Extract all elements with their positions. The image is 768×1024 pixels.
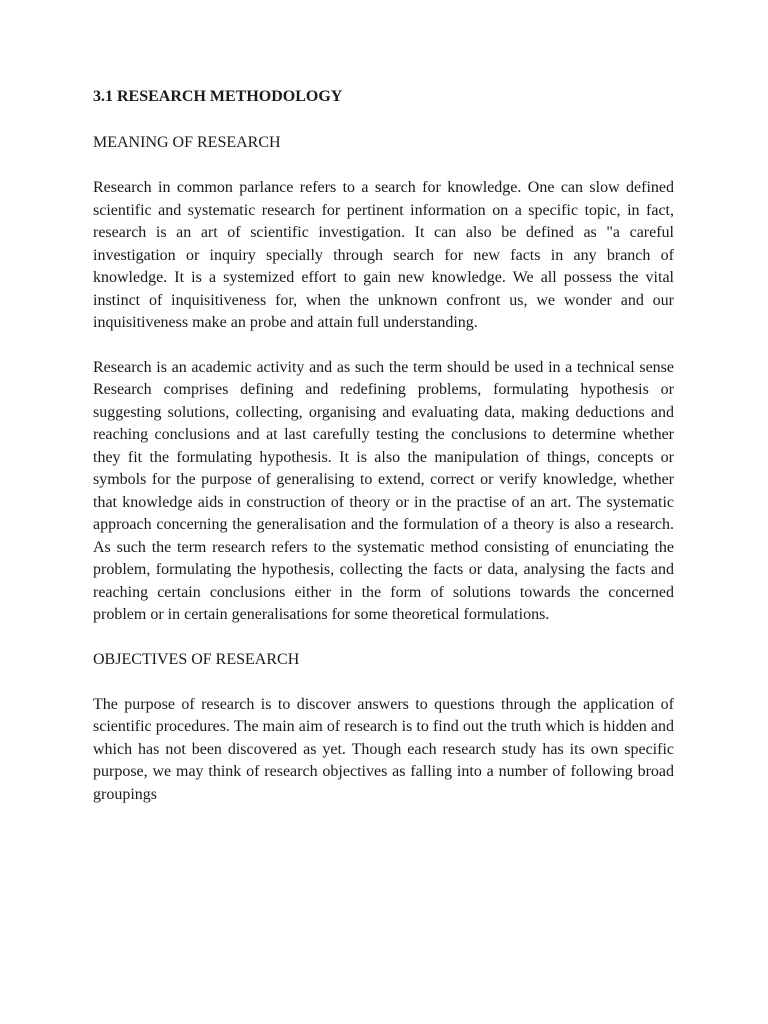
- meaning-paragraph-2: Research is an academic activity and as such the term should be used in a technical sense Research comprises defining and redefining problems, formulating hypothesis or suggesting solutions, collecting, organising and evaluating data, making deductions and reaching conclusions and at last carefully testing the conclusions to determine whether they fit the formulating hypothesis. It is also the manipulation of things, concepts or symbols for the purpose of generalising to extend, correct or verify knowledge, whether that knowledge aids in construction of theory or in the practise of an art. The systematic approach concerning the generalisation and the formulation of a theory is also a research. As such the term research refers to the systematic method consisting of enunciating the problem, formulating the hypothesis, collecting the facts or data, analysing the facts and reaching certain conclusions either in the form of solutions towards the concerned problem or in certain generalisations for some theoretical formulations.: [93, 358, 674, 623]
- section-heading-meaning: MEANING OF RESEARCH: [93, 134, 281, 151]
- section-heading-objectives: OBJECTIVES OF RESEARCH: [93, 650, 300, 668]
- document-title: 3.1 RESEARCH METHODOLOGY: [93, 88, 343, 105]
- objectives-paragraph-1: The purpose of research is to discover answers to questions through the application of scientific procedures. The main aim of research is to find out the truth which is hidden and which has not been discovered as yet. Though each research study has its own specific purpose, we may think of research objectives as falling into a number of following broad groupings: [93, 695, 674, 803]
- document-page: [93, 86, 674, 828]
- meaning-paragraph-1: Research in common parlance refers to a search for knowledge. One can slow defined scientific and systematic research for pertinent information on a specific topic, in fact, research is an art of scientific investigation. It can also be defined as "a careful investigation or inquiry specially through search for new facts in any branch of knowledge. It is a systemized effort to gain new knowledge. We all possess the vital instinct of inquisitiveness for, when the unknown confront us, we wonder and our inquisitiveness make an probe and attain full understanding.: [93, 179, 674, 331]
